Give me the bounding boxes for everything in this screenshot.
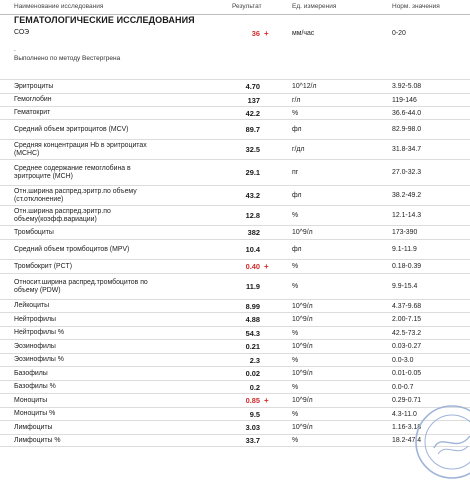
test-result: 9.5 bbox=[249, 409, 260, 419]
test-name: Базофилы % bbox=[14, 383, 56, 390]
test-result: 3.03 bbox=[245, 423, 260, 432]
test-norm: 9.1-11.9 bbox=[392, 246, 417, 253]
test-result: 0.2 bbox=[249, 382, 260, 392]
table-row bbox=[0, 435, 470, 447]
test-unit: % bbox=[292, 212, 299, 219]
test-norm: 42.5-73.2 bbox=[392, 329, 422, 337]
test-result: 2.3 bbox=[249, 355, 260, 365]
test-norm: 0-20 bbox=[392, 29, 406, 37]
test-unit: фл bbox=[292, 126, 302, 133]
test-norm: 12.1-14.3 bbox=[392, 212, 422, 219]
table-row bbox=[0, 94, 470, 107]
test-name: Эозинофилы % bbox=[14, 356, 64, 363]
test-unit: 10^9/л bbox=[292, 302, 313, 310]
test-result: 54.3 bbox=[245, 328, 260, 338]
test-name: Гематокрит bbox=[14, 109, 51, 116]
test-name: Эозинофилы bbox=[14, 342, 56, 350]
table-header bbox=[0, 0, 470, 15]
test-unit: мм/час bbox=[292, 29, 315, 37]
test-result: 8.99 bbox=[245, 301, 260, 311]
test-unit: % bbox=[292, 437, 299, 444]
test-result: 0.40 bbox=[245, 262, 260, 271]
test-name: Базофилы bbox=[14, 369, 48, 377]
table-row bbox=[0, 300, 470, 313]
table-row bbox=[0, 80, 470, 94]
test-name: Гемоглобин bbox=[14, 96, 52, 103]
test-result: 32.5 bbox=[245, 145, 260, 154]
test-result: 4.88 bbox=[245, 315, 260, 324]
test-result: 36 bbox=[251, 28, 260, 38]
test-unit: 10^9/л bbox=[292, 229, 313, 236]
test-name: СОЭ bbox=[14, 29, 30, 36]
table-row bbox=[0, 313, 470, 327]
test-result: 33.7 bbox=[245, 436, 260, 445]
table-row bbox=[0, 140, 470, 160]
test-norm: 173-390 bbox=[392, 229, 418, 236]
test-name: Средний объем тромбоцитов (MPV) bbox=[14, 245, 130, 253]
table-row bbox=[0, 160, 470, 186]
table-row bbox=[0, 327, 470, 340]
table-row bbox=[0, 340, 470, 354]
test-name: Моноциты bbox=[14, 396, 48, 404]
test-unit: 10^9/л bbox=[292, 316, 313, 323]
test-norm: 0.03-0.27 bbox=[392, 343, 422, 350]
flag-marker: + bbox=[264, 262, 269, 271]
test-name: Нейтрофилы % bbox=[14, 329, 65, 336]
table-row-esr bbox=[0, 26, 470, 40]
header-name: Наименование исследования bbox=[14, 3, 104, 10]
header-unit: Ед. измерения bbox=[292, 3, 337, 10]
test-unit: % bbox=[292, 109, 299, 117]
test-result: 29.1 bbox=[245, 168, 260, 177]
test-unit: 10^12/л bbox=[292, 83, 317, 90]
flag-marker: + bbox=[264, 28, 269, 38]
test-name: Нейтрофилы bbox=[14, 315, 56, 323]
test-norm: 9.9-15.4 bbox=[392, 283, 418, 290]
test-unit: % bbox=[292, 283, 299, 290]
test-name: Средний объем эритроцитов (MCV) bbox=[14, 125, 129, 133]
flag-marker: + bbox=[264, 396, 269, 405]
test-norm: 0.18-0.39 bbox=[392, 263, 422, 270]
test-result: 4.70 bbox=[245, 82, 260, 91]
test-norm: 2.00-7.15 bbox=[392, 316, 422, 323]
test-norm: 27.0-32.3 bbox=[392, 169, 422, 176]
table-row bbox=[0, 186, 470, 206]
test-name: Лимфоциты % bbox=[14, 436, 61, 444]
header-result: Результат bbox=[232, 3, 262, 10]
table-row bbox=[0, 120, 470, 140]
test-result: 0.02 bbox=[245, 369, 260, 378]
test-name: Лимфоциты bbox=[14, 423, 53, 431]
test-norm: 31.8-34.7 bbox=[392, 146, 422, 153]
test-name: Тромбоциты bbox=[14, 228, 54, 236]
results-table bbox=[0, 80, 470, 447]
test-unit: 10^9/л bbox=[292, 343, 313, 350]
test-unit: 10^9/л bbox=[292, 397, 313, 404]
test-name: Эритроциты bbox=[14, 82, 54, 90]
test-norm: 0.29-0.71 bbox=[392, 397, 422, 404]
test-unit: фл bbox=[292, 192, 302, 199]
test-unit: % bbox=[292, 383, 299, 391]
test-norm: 18.2-47.4 bbox=[392, 437, 422, 444]
test-name: Среднее содержание гемоглобина в эритроците (MCH) bbox=[14, 164, 131, 180]
test-result: 0.85 bbox=[245, 396, 260, 405]
test-unit: г/дл bbox=[292, 146, 305, 153]
table-row bbox=[0, 206, 470, 226]
section-title: ГЕМАТОЛОГИЧЕСКИЕ ИССЛЕДОВАНИЯ bbox=[14, 15, 195, 25]
test-unit: % bbox=[292, 329, 299, 337]
test-result: 137 bbox=[247, 95, 260, 105]
test-result: 43.2 bbox=[245, 191, 260, 200]
table-row bbox=[0, 381, 470, 394]
clinic-stamp-icon bbox=[412, 402, 470, 482]
test-name: Лейкоциты bbox=[14, 302, 50, 309]
test-name: Средняя концентрация Hb в эритроцитах (MCHC) bbox=[14, 141, 147, 157]
table-row bbox=[0, 260, 470, 274]
table-row bbox=[0, 421, 470, 435]
test-unit: % bbox=[292, 410, 299, 418]
test-result: 12.8 bbox=[245, 211, 260, 220]
test-result: 89.7 bbox=[245, 125, 260, 134]
test-norm: 0.0-0.7 bbox=[392, 383, 414, 391]
esr-method-note: Выполнено по методу Вестергрена bbox=[14, 55, 121, 62]
test-name: Отн.ширина распред.эритр.по объему (ст.отклонение) bbox=[14, 187, 137, 203]
table-row bbox=[0, 367, 470, 381]
test-unit: 10^9/л bbox=[292, 424, 313, 431]
test-norm: 3.92-5.08 bbox=[392, 83, 422, 90]
test-norm: 0.0-3.0 bbox=[392, 356, 414, 364]
test-name: Моноциты % bbox=[14, 410, 56, 417]
test-norm: 38.2-49.2 bbox=[392, 192, 422, 199]
test-name: Относит.ширина распред.тромбоцитов по объему (PDW) bbox=[14, 278, 148, 294]
table-row bbox=[0, 107, 470, 120]
table-row bbox=[0, 408, 470, 421]
test-norm: 36.6-44.0 bbox=[392, 109, 422, 117]
test-unit: 10^9/л bbox=[292, 370, 313, 377]
test-unit: пг bbox=[292, 169, 299, 176]
test-result: 0.21 bbox=[245, 342, 260, 351]
test-name: Отн.ширина распред.эритр.по объему(коэфф.вариации) bbox=[14, 207, 111, 223]
test-result: 42.2 bbox=[245, 108, 260, 118]
header-norm: Норм. значения bbox=[392, 3, 440, 10]
table-row bbox=[0, 226, 470, 240]
test-norm: 4.3-11.0 bbox=[392, 410, 417, 418]
test-norm: 0.01-0.05 bbox=[392, 370, 422, 377]
test-unit: % bbox=[292, 263, 299, 270]
test-name: Тромбокрит (PCT) bbox=[14, 262, 73, 270]
test-norm: 4.37-9.68 bbox=[392, 302, 422, 310]
test-result: 10.4 bbox=[245, 245, 260, 254]
test-unit: г/л bbox=[292, 96, 301, 104]
test-result: 382 bbox=[247, 228, 260, 237]
test-norm: 1.16-3.18 bbox=[392, 424, 422, 431]
table-row bbox=[0, 274, 470, 300]
esr-dot: . bbox=[14, 46, 16, 53]
test-result: 11.9 bbox=[246, 282, 260, 291]
test-unit: фл bbox=[292, 246, 302, 253]
test-norm: 119-146 bbox=[392, 96, 417, 104]
test-unit: % bbox=[292, 356, 299, 364]
table-row bbox=[0, 240, 470, 260]
test-norm: 82.9-98.0 bbox=[392, 126, 422, 133]
table-row bbox=[0, 354, 470, 367]
table-row bbox=[0, 394, 470, 408]
